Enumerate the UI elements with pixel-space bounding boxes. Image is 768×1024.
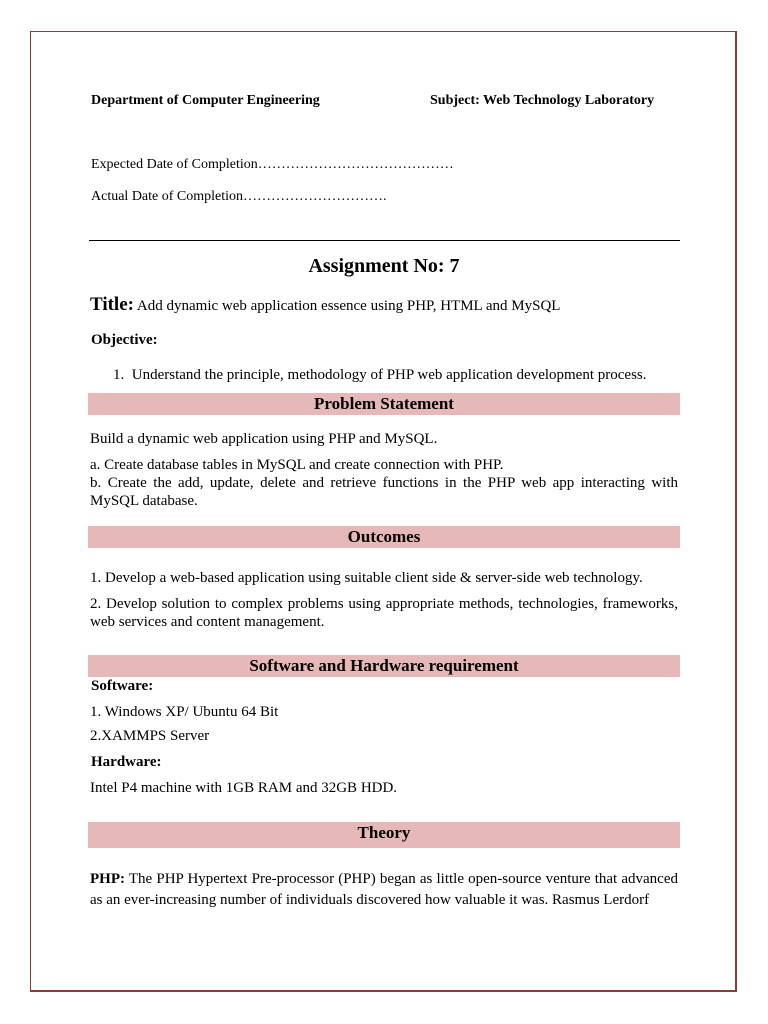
department-label: Department of Computer Engineering xyxy=(91,93,320,108)
requirements-heading: Software and Hardware requirement xyxy=(88,655,680,677)
software-label: Software: xyxy=(91,678,154,694)
actual-date-blank: …………………………. xyxy=(243,189,387,204)
php-text: The PHP Hypertext Pre-processor (PHP) began as little open-source venture that advanced as an ever-increasing number of individuals discovered how valuable it was. Rasmus Lerdorf xyxy=(90,871,678,908)
problem-statement-heading: Problem Statement xyxy=(88,393,680,415)
expected-date-blank: …………………………………… xyxy=(257,157,454,172)
problem-intro: Build a dynamic web application using PHP and MySQL. xyxy=(90,431,438,447)
expected-date-label: Expected Date of Completion xyxy=(91,157,258,172)
expected-date-line xyxy=(91,157,454,173)
actual-date-label: Actual Date of Completion xyxy=(91,189,244,204)
outcomes-heading: Outcomes xyxy=(88,526,680,548)
actual-date-line xyxy=(91,189,387,205)
subject-label: Subject: Web Technology Laboratory xyxy=(430,93,655,108)
outcome-item-2: 2. Develop solution to complex problems using appropriate methods, technologies, frameworks, web services and content management. xyxy=(90,596,678,630)
hardware-label: Hardware: xyxy=(91,754,162,770)
objective-label: Objective: xyxy=(91,332,158,348)
software-item-2: 2.XAMMPS Server xyxy=(90,728,210,744)
objective-item: 1. Understand the principle, methodology of PHP web application development process. xyxy=(113,367,647,383)
theory-php-paragraph xyxy=(90,869,678,911)
problem-item-a: a. Create database tables in MySQL and create connection with PHP. xyxy=(90,457,504,473)
header-divider xyxy=(89,240,680,241)
title-label: Title: xyxy=(90,294,134,315)
title-text: Add dynamic web application essence using PHP, HTML and MySQL xyxy=(136,298,561,314)
problem-item-b: b. Create the add, update, delete and retrieve functions in the PHP web app interacting with MySQL database. xyxy=(90,475,678,509)
php-label: PHP: xyxy=(90,871,125,887)
title-line xyxy=(90,294,560,316)
outcome-item-1: 1. Develop a web-based application using suitable client side & server-side web technology. xyxy=(90,570,643,586)
assignment-heading: Assignment No: 7 xyxy=(308,255,460,277)
hardware-text: Intel P4 machine with 1GB RAM and 32GB HDD. xyxy=(90,780,398,796)
software-item-1: 1. Windows XP/ Ubuntu 64 Bit xyxy=(90,704,279,720)
theory-heading: Theory xyxy=(88,822,680,848)
